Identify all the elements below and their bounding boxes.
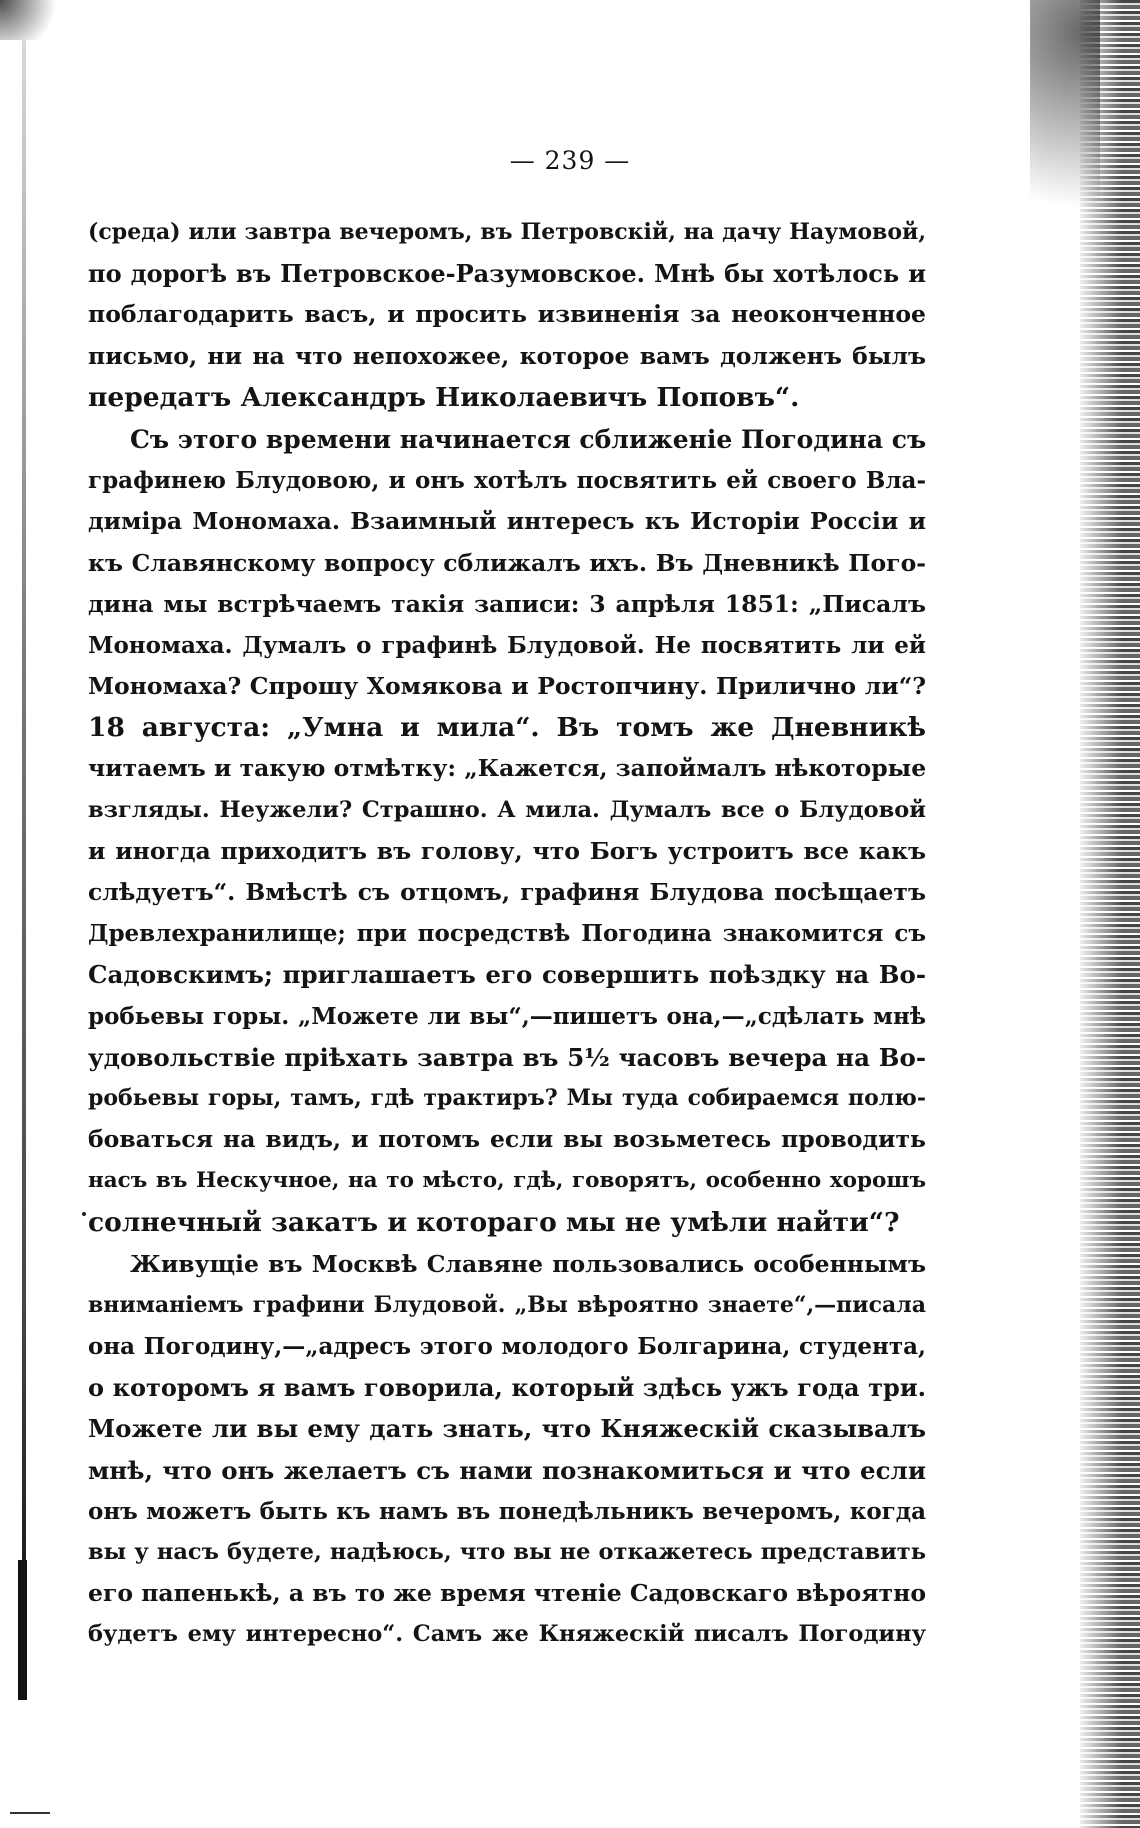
text-line: робьевы горы, тамъ, гдѣ трактиръ? Мы туда собираемся полю- (88, 1084, 926, 1111)
page-number: — 239 — (509, 146, 631, 175)
text-line: 18 августа: „Умна и мила“. Въ томъ же Дневникѣ (88, 712, 926, 744)
text-line: Мономаха? Спрошу Хомякова и Ростопчину. Прилично ли“? (88, 672, 926, 701)
text-line: о которомъ я вамъ говорила, который здѣсь ужъ года три. (88, 1373, 926, 1403)
text-line: дина мы встрѣчаемъ такія записи: 3 апрѣля 1851: „Писалъ (88, 589, 926, 618)
text-line: Садовскимъ; приглашаетъ его совершить поѣздку на Во- (88, 960, 926, 990)
paragraph-3 (88, 1244, 926, 1656)
text-line: Живущіе въ Москвѣ Славяне пользовались особеннымъ (130, 1249, 926, 1278)
text-line: читаемъ и такую отмѣтку: „Кажется, запоймалъ нѣкоторые (88, 754, 927, 783)
text-line: насъ въ Нескучное, на то мѣсто, гдѣ, говорятъ, особенно хорошъ (88, 1168, 926, 1194)
text-line: и иногда приходитъ въ голову, что Богъ устроитъ все какъ (88, 836, 926, 865)
text-line: Мономаха. Думалъ о графинѣ Блудовой. Не посвятить ли ей (88, 631, 926, 659)
scan-left-binding-bar (18, 1560, 27, 1700)
text-line: графинею Блудовою, и онъ хотѣлъ посвятить ей своего Вла- (88, 467, 926, 495)
text-line: робьевы горы. „Можете ли вы“,—пишетъ она,—„сдѣлать мнѣ (88, 1002, 926, 1030)
text-line: удовольствіе пріѣхать завтра въ 5½ часовъ вечера на Во- (88, 1042, 926, 1072)
text-line: слѣдуетъ“. Вмѣстѣ съ отцомъ, графиня Блудова посѣщаетъ (88, 878, 926, 906)
text-line: письмо, ни на что непохожее, которое вамъ долженъ былъ (88, 341, 926, 370)
text-line: его папенькѣ, а въ то же время чтеніе Садовскаго вѣроятно (88, 1579, 926, 1608)
text-line: диміра Мономаха. Взаимный интересъ къ Исторіи Россіи и (88, 507, 926, 536)
text-line: вниманіемъ графини Блудовой. „Вы вѣроятно знаете“,—писала (88, 1291, 926, 1318)
text-line: боваться на видъ, и потомъ если вы возьметесь проводить (88, 1125, 926, 1154)
text-line: будетъ ему интересно“. Самъ же Княжескій писалъ Погодину (88, 1621, 926, 1648)
text-line: солнечный закатъ и котораго мы не умѣли найти“? (88, 1206, 900, 1238)
text-line: поблагодарить васъ, и просить извиненія за неоконченное (88, 300, 926, 329)
text-line: вы у насъ будете, надѣюсь, что вы не откажетесь представить (88, 1539, 926, 1565)
text-line: мнѣ, что онъ желаетъ съ нами познакомиться и что если (88, 1455, 926, 1485)
scan-left-edge (22, 40, 26, 1640)
text-line: передатъ Александръ Николаевичъ Поповъ“. (88, 381, 800, 413)
scan-right-edge (1080, 0, 1140, 1828)
scan-bottom-mark (10, 1812, 50, 1814)
text-line: она Погодину,—„адресъ этого молодого Болгарина, студента, (88, 1333, 926, 1361)
scan-shadow-top-left (0, 0, 70, 40)
text-line: къ Славянскому вопросу сближалъ ихъ. Въ Дневникѣ Пого- (88, 548, 926, 577)
text-line: взгляды. Неужели? Страшно. А мила. Думалъ все о Блудовой (88, 796, 926, 823)
text-line: Древлехранилище; при посредствѣ Погодина знакомится съ (88, 920, 926, 948)
stray-ink-dot (82, 1212, 86, 1216)
text-line: Можете ли вы ему дать знать, что Княжескій сказывалъ (88, 1414, 926, 1444)
body-text (88, 212, 926, 1656)
paragraph-2 (88, 419, 926, 1243)
text-line: по дорогѣ въ Петровское-Разумовское. Мнѣ бы хотѣлось и (88, 259, 926, 289)
text-line: (среда) или завтра вечеромъ, въ Петровскій, на дачу Наумовой, (88, 219, 926, 245)
paragraph-1 (88, 212, 926, 418)
text-line: онъ можетъ быть къ намъ въ понедѣльникъ вечеромъ, когда (88, 1497, 926, 1525)
text-line: Съ этого времени начинается сближеніе Погодина съ (130, 424, 927, 454)
